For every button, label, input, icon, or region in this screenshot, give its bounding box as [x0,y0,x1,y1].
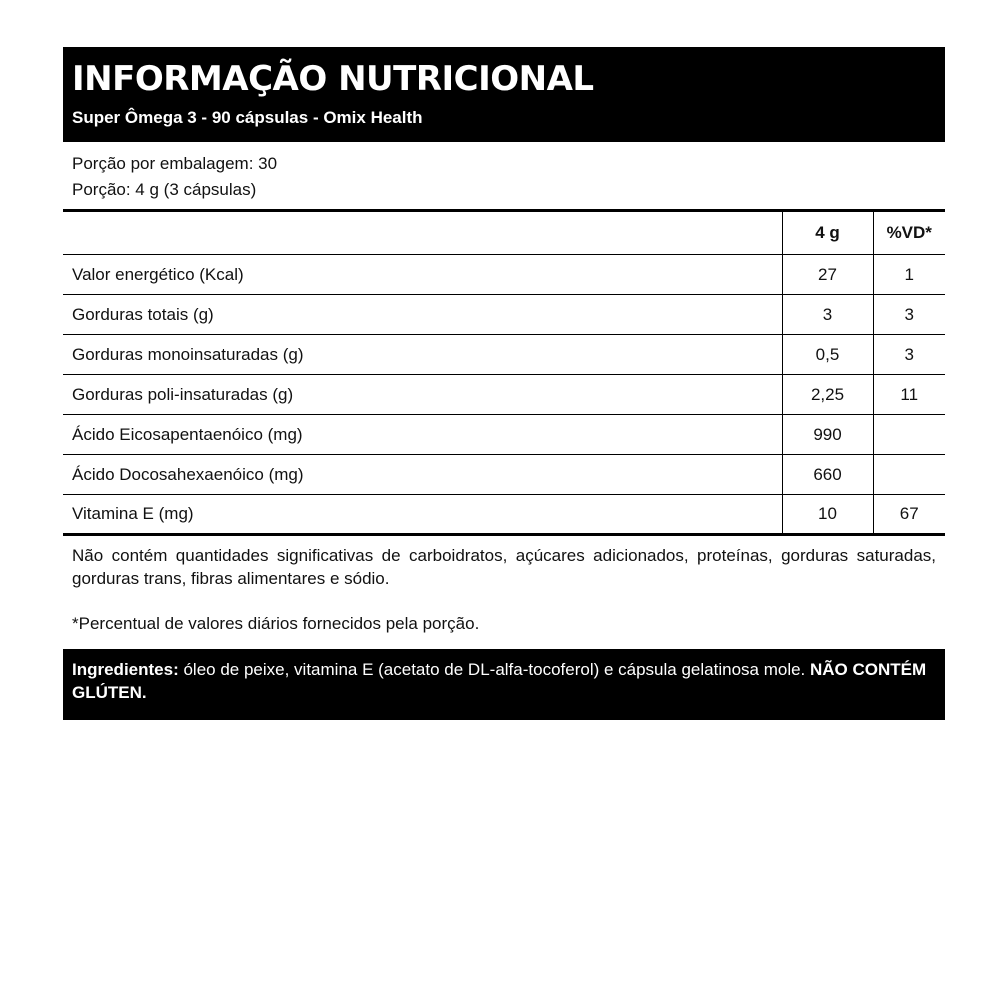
nutrient-quantity: 27 [782,255,873,295]
nutrient-daily-value [873,415,945,455]
table-row [63,495,945,535]
nutrient-quantity: 2,25 [782,375,873,415]
nutrient-name: Gorduras poli-insaturadas (g) [63,375,782,415]
header-daily-value: %VD* [873,211,945,255]
table-row [63,375,945,415]
nutrient-name: Ácido Eicosapentaenóico (mg) [63,415,782,455]
nutrient-daily-value: 3 [873,295,945,335]
nutrient-name: Gorduras monoinsaturadas (g) [63,335,782,375]
gluten-statement: NÃO CONTÉM GLÚTEN. [72,660,927,702]
servings-per-package: Porção por embalagem: 30 [72,154,278,173]
nutrient-quantity: 3 [782,295,873,335]
ingredients-band [63,649,945,720]
table-row [63,255,945,295]
label-title: INFORMAÇÃO NUTRICIONAL [72,59,594,99]
table-row [63,415,945,455]
nutrient-daily-value [873,455,945,495]
table-row [63,295,945,335]
nutrition-label [63,47,945,720]
nutrient-name: Valor energético (Kcal) [63,255,782,295]
nutrient-quantity: 10 [782,495,873,535]
nutrition-table [63,209,945,536]
nutrient-name: Vitamina E (mg) [72,504,194,523]
nutrient-daily-value: 3 [873,335,945,375]
serving-size: Porção: 4 g (3 cápsulas) [72,180,257,199]
nutrient-daily-value: 11 [873,375,945,415]
nutrient-quantity: 0,5 [782,335,873,375]
nutrient-daily-value: 67 [873,495,945,535]
insignificant-amounts-note: Não contém quantidades significativas de carboidratos, açúcares adicionados, proteínas, gorduras saturadas, gorduras trans, fibras alimentares e sódio. [72,546,936,588]
table-row [63,335,945,375]
ingredients-label: Ingredientes: [72,660,179,679]
header-quantity: 4 g [782,211,873,255]
nutrient-daily-value: 1 [873,255,945,295]
ingredients-text: óleo de peixe, vitamina E (acetato de DL-alfa-tocoferol) e cápsula gelatinosa mole. [178,660,810,679]
portion-info [63,142,945,209]
table-header-row [63,211,945,255]
nutrient-name: Ácido Docosahexaenóico (mg) [63,455,782,495]
nutrient-quantity: 660 [782,455,873,495]
product-subtitle: Super Ômega 3 - 90 cápsulas - Omix Health [72,108,423,127]
header-nutrient [63,211,782,255]
nutrient-name: Gorduras totais (g) [63,295,782,335]
nutrient-quantity: 990 [782,415,873,455]
label-header [63,47,945,142]
daily-value-footnote: *Percentual de valores diários fornecidos pela porção. [72,614,480,633]
table-row [63,455,945,495]
